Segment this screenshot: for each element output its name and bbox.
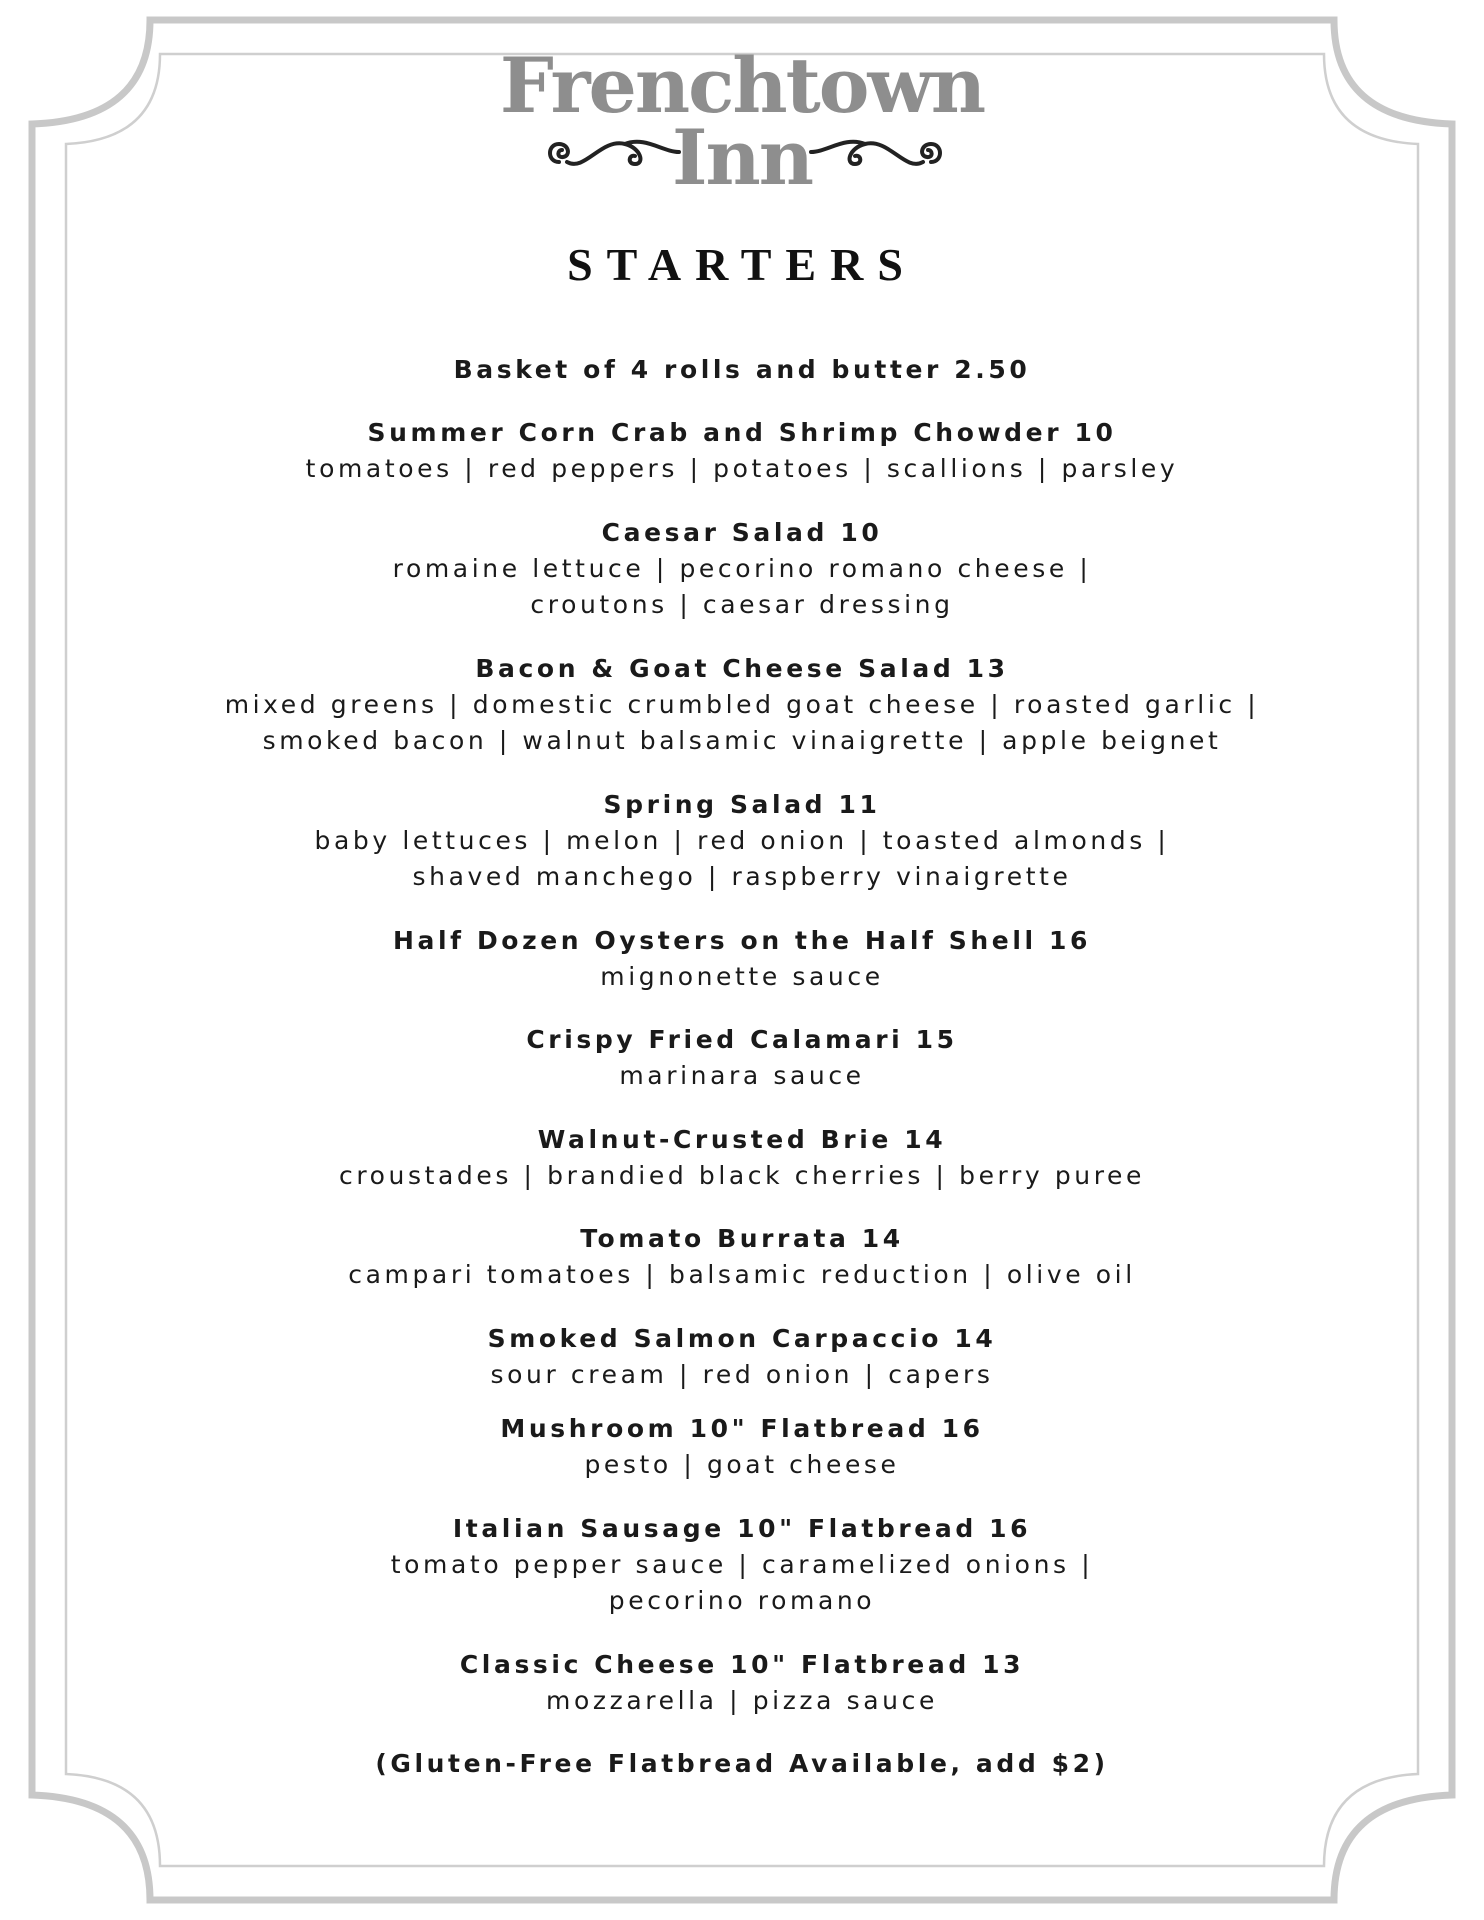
menu-item-title: Mushroom 10" Flatbread 16 [500, 1414, 984, 1443]
logo-text-line1: Frenchtown [499, 41, 985, 130]
menu-item-title: Bacon & Goat Cheese Salad 13 [475, 653, 1009, 683]
right-flourish-icon [805, 122, 945, 182]
menu-item [0, 651, 1484, 760]
menu-item-title: Crispy Fried Calamari 15 [526, 1025, 958, 1054]
menu-item-description: smoked bacon | walnut balsamic vinaigrette | apple beignet [262, 726, 1222, 755]
menu-item-title: Half Dozen Oysters on the Half Shell 16 [393, 925, 1091, 955]
gluten-free-note: (Gluten-Free Flatbread Available, add $2) [375, 1749, 1109, 1778]
menu-item [0, 923, 1484, 996]
left-flourish-icon [545, 122, 685, 182]
menu-item-description: sour cream | red onion | capers [490, 1359, 994, 1389]
menu-item [0, 515, 1484, 624]
menu-item [0, 1321, 1484, 1394]
menu-item-description: mozzarella | pizza sauce [546, 1685, 938, 1715]
menu-item-description: tomato pepper sauce | caramelized onions | [390, 1549, 1094, 1579]
menu-item-description: pesto | goat cheese [584, 1450, 900, 1479]
menu-item-title: Smoked Salmon Carpaccio 14 [487, 1323, 997, 1353]
menu-item [0, 1221, 1484, 1294]
menu-list [0, 352, 1484, 1782]
menu-item [0, 787, 1484, 896]
menu-item-description: shaved manchego | raspberry vinaigrette [412, 862, 1072, 891]
menu-item-title: Walnut-Crusted Brie 14 [537, 1124, 947, 1154]
menu-item-title: Spring Salad 11 [603, 789, 881, 819]
menu-item [0, 352, 1484, 388]
menu-item-title: Italian Sausage 10" Flatbread 16 [452, 1513, 1032, 1543]
menu-item-description: marinara sauce [619, 1061, 865, 1090]
menu-item-title: Caesar Salad 10 [601, 517, 883, 547]
menu-item-description: tomatoes | red peppers | potatoes | scallions | parsley [305, 454, 1179, 483]
menu-item-title: Tomato Burrata 14 [580, 1224, 904, 1253]
menu-item-description: romaine lettuce | pecorino romano cheese | [392, 553, 1092, 583]
menu-item [0, 415, 1484, 488]
menu-item-description: baby lettuces | melon | red onion | toasted almonds | [314, 825, 1170, 855]
menu-item [0, 1122, 1484, 1195]
menu-item-description: mixed greens | domestic crumbled goat cheese | roasted garlic | [224, 689, 1260, 719]
menu-item-description: croustades | brandied black cherries | berry puree [338, 1160, 1146, 1190]
section-heading: STARTERS [567, 239, 917, 290]
menu-item-title: Basket of 4 rolls and butter 2.50 [453, 355, 1031, 384]
menu-item-description: croutons | caesar dressing [530, 590, 954, 619]
menu-item-description: campari tomatoes | balsamic reduction | olive oil [348, 1260, 1136, 1289]
menu-item [0, 1511, 1484, 1620]
menu-item [0, 1647, 1484, 1720]
menu-item [0, 1022, 1484, 1095]
menu-item-title: Classic Cheese 10" Flatbread 13 [459, 1649, 1025, 1679]
menu-item-description: mignonette sauce [600, 961, 884, 991]
logo-text-line2: Inn [671, 113, 813, 202]
menu-item-description: pecorino romano [608, 1586, 876, 1615]
menu-item-title: Summer Corn Crab and Shrimp Chowder 10 [367, 418, 1117, 447]
menu-item [0, 1411, 1484, 1484]
